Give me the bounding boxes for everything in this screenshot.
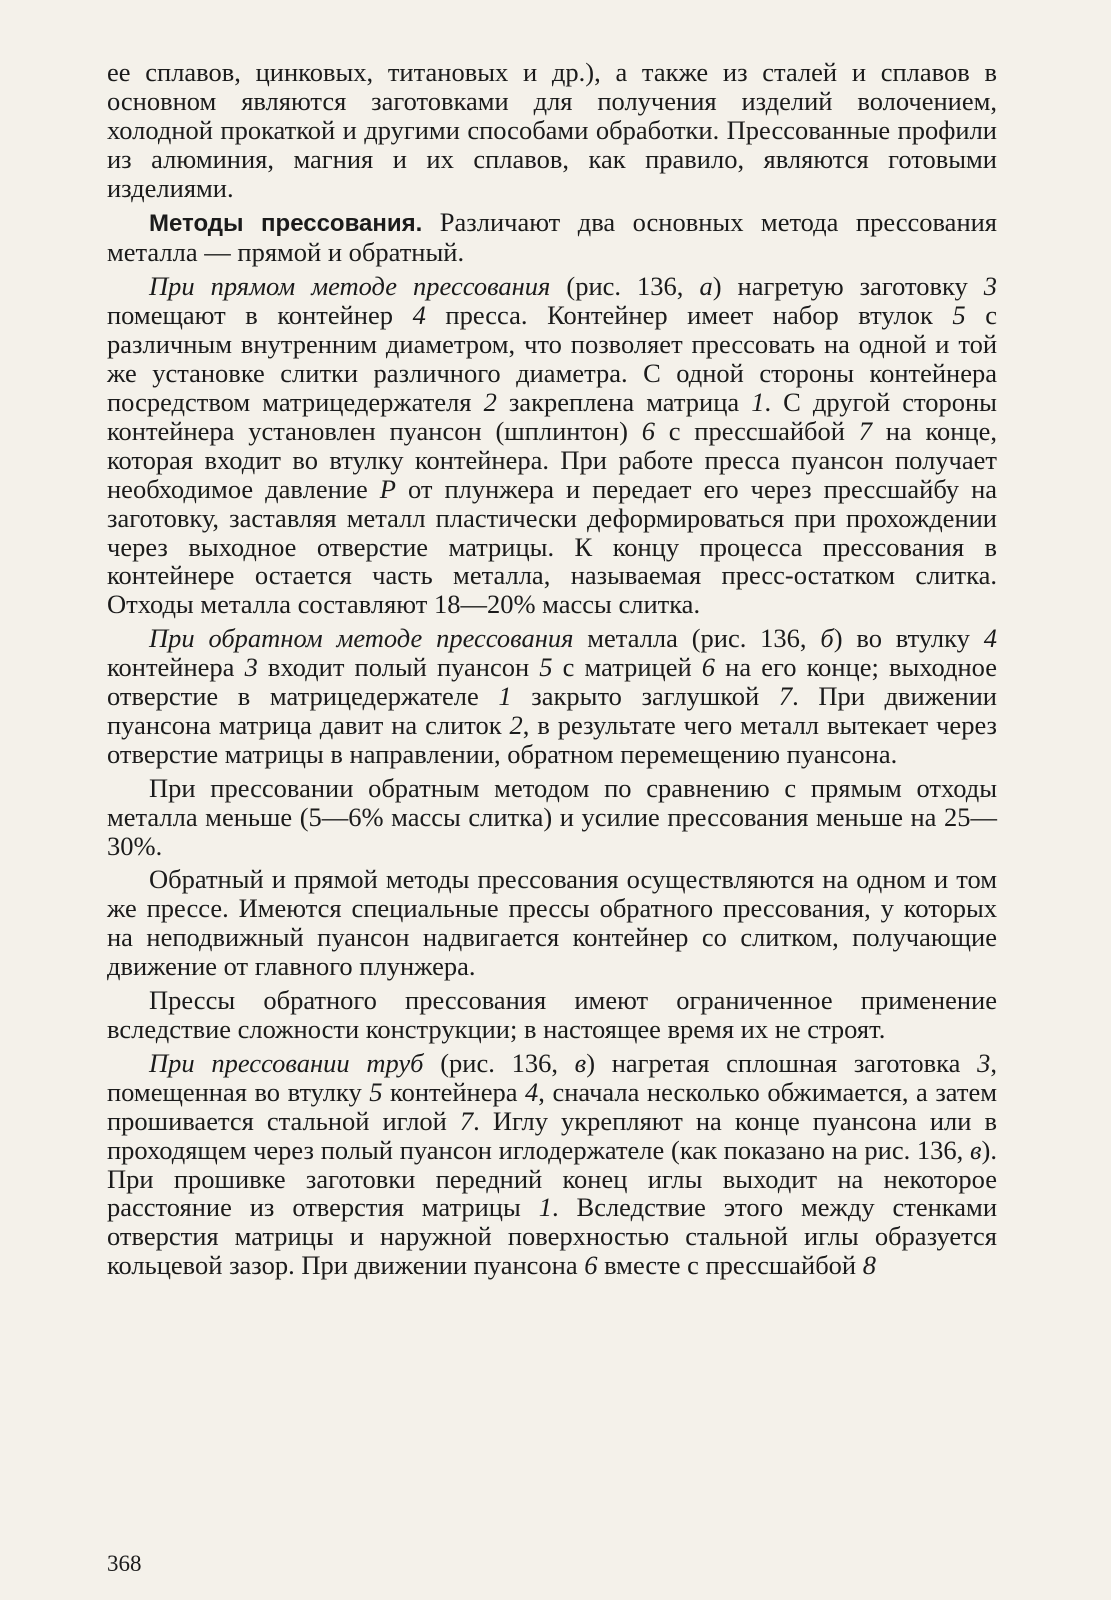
paragraph-2 [107,208,997,268]
text-run: ). При прошивке заготовки передний конец иглы выходит на некоторое расстояние из отверстия матрицы [107,1134,997,1223]
text-run: помещают в контейнер [107,300,413,331]
figure-index: 5 [952,300,966,331]
text-run: на его конце; выходное отверстие в матрицедержателе [107,652,997,712]
text-run: входит полый пуансон [257,652,540,683]
section-heading: Методы прессования. [149,209,423,237]
figure-index: 7 [778,681,793,712]
figure-index: 1 [498,681,512,712]
text-run: с различным внутренним диаметром, что позволяет прессовать на одной и той же установке слитки различного диаметра. С одной стороны контейнера посредством матрицедержателя [107,300,997,417]
figure-index: 5 [369,1076,383,1107]
text-run: контейнера [382,1076,526,1107]
paragraph-text: Обратный и прямой методы прессования осуществляются на одном и том же прессе. Имеются специальные прессы обратного прессования, у которых на неподвижный пуансон надвигается контейнер со слитком, получающие движение от главного плунжера. [107,864,997,982]
figure-index: 4 [983,623,997,654]
text-run: , в результате чего металл вытекает через отверстие матрицы в направлении, обратном перемещению пуансона. [107,709,997,769]
figure-index: 4 [525,1076,539,1107]
figure-index: 4 [412,300,426,331]
paragraph-8 [107,1049,997,1280]
paragraph-6 [107,865,997,981]
figure-index: 2 [509,709,523,740]
italic-term: При обратном методе прессования [149,623,574,654]
text-run: контейнера [107,652,245,683]
text-run: ) нагретая сплошная заготовка [586,1047,978,1078]
figure-index: 3 [977,1047,991,1078]
figure-letter: а [699,271,713,302]
text-run: , помещенная во втулку [107,1047,997,1107]
text-run: от плунжера и передает его через прессшайбу на заготовку, заставляя металл пластически деформироваться при прохождении через выходное отверстие матрицы. К концу процесса прессования в контейнере остается часть металла, называемая пресс-остатком слитка. Отходы металла составляют 18—20% массы слитка. [107,473,998,620]
page-number: 368 [107,1551,142,1576]
text-run: вместе с прессшайбой [597,1250,863,1281]
figure-letter: б [820,623,834,654]
text-run: пресса. Контейнер имеет набор втулок [425,300,953,331]
figure-index: 6 [701,652,716,683]
figure-index: 3 [983,271,997,302]
figure-index: 1 [538,1192,552,1223]
figure-index: 8 [862,1250,876,1281]
text-run: . Иглу укрепляют на конце пуансона или в проходящем через полый пуансон иглодержателе (как показано на рис. 136, [107,1105,997,1165]
text-run: металла (рис. 136, [573,623,821,654]
paragraph-text: Прессы обратного прессования имеют ограниченное применение вследствие сложности конструкции; в настоящее время их не строят. [107,985,997,1044]
paragraph-1 [107,58,997,203]
paragraph-text: При прессовании обратным методом по сравнению с прямым отходы металла меньше (5—6% массы слитка) и усилие прессования меньше на 25—30%. [107,772,997,861]
paragraph-5 [107,774,997,861]
text-run: с матрицей [552,652,702,683]
text-run: ) нагретую заготовку [712,271,984,302]
text-run: (рис. 136, [423,1047,575,1078]
text-run: закрыто заглушкой [511,681,779,712]
text-run: (рис. 136, [550,271,700,302]
paragraph-3 [107,272,997,619]
figure-letter: в [970,1134,982,1165]
figure-index: 3 [244,652,258,683]
figure-index: 5 [539,652,553,683]
figure-index: 6 [584,1250,598,1281]
text-run: . При движении пуансона матрица давит на слиток [107,681,997,740]
italic-term: При прямом методе прессования [149,271,551,302]
figure-index: 7 [459,1105,474,1136]
text-run: закреплена матрица [496,386,752,417]
figure-index: 7 [858,415,872,446]
text-run: . С другой стороны контейнера установлен пуансон (шплинтон) [107,386,997,446]
text-run: на конце, которая входит во втулку контейнера. При работе пресса пуансон получает необходимое давление [107,415,998,504]
text-run: ) во втулку [833,623,984,654]
text-run: с прессшайбой [654,415,859,446]
italic-term: При прессовании труб [149,1047,424,1078]
paragraph-text: ее сплавов, цинковых, титановых и др.), а также из сталей и сплавов в основном являются заготовками для получения изделий волочением, холодной прокаткой и другими способами обработки. Прессованные профили из алюминия, магния и их сплавов, как правило, являются готовыми изделиями. [107,57,997,203]
paragraph-7 [107,986,997,1044]
figure-letter: в [574,1047,587,1078]
figure-index: 1 [751,386,765,417]
text-run: , сначала несколько обжимается, а затем прошивается стальной иглой [107,1076,997,1136]
paragraph-4 [107,624,997,769]
paragraph-text: Различают два основных метода прессования металла — прямой и обратный. [107,206,997,268]
figure-index: 6 [641,415,655,446]
pressure-symbol: P [379,473,396,504]
body-text [107,58,997,1280]
text-run: . Вследствие этого между стенками отверстия матрицы и наружной поверхностью стальной иглы образуется кольцевой зазор. При движении пуансона [107,1192,997,1281]
figure-index: 2 [483,386,497,417]
